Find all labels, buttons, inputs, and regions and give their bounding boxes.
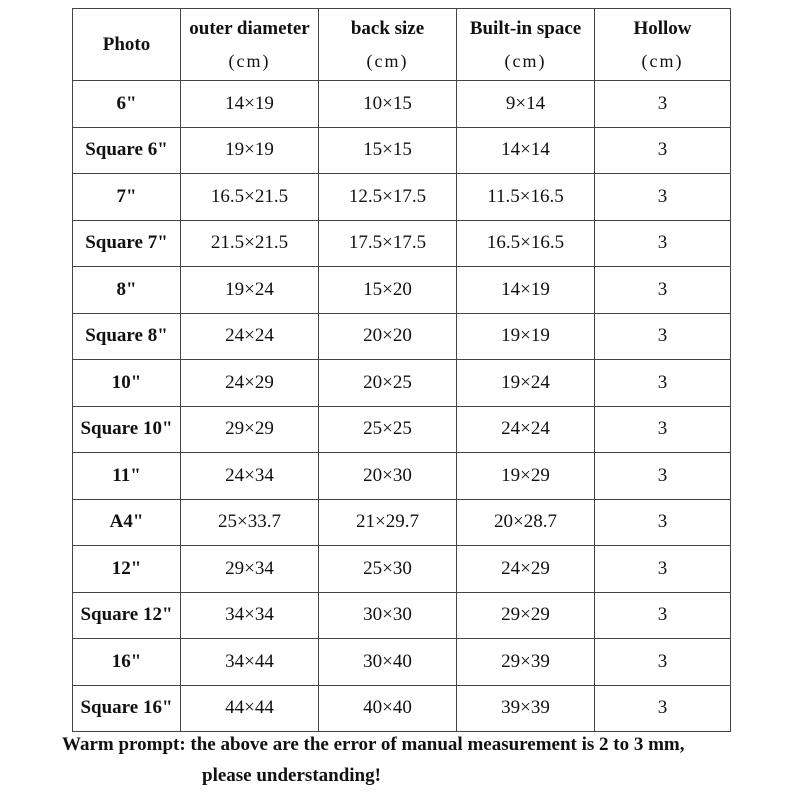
photo-size-cell: 11" (73, 453, 181, 500)
built-in-space-cell: 39×39 (457, 685, 595, 732)
photo-size-cell: Square 10" (73, 406, 181, 453)
table-row (73, 685, 731, 732)
built-in-space-cell: 24×29 (457, 546, 595, 593)
table-row (73, 592, 731, 639)
outer-diameter-cell: 29×29 (181, 406, 319, 453)
hollow-cell: 3 (595, 499, 731, 546)
back-size-cell: 17.5×17.5 (319, 220, 457, 267)
back-size-cell: 12.5×17.5 (319, 174, 457, 221)
back-size-cell: 15×15 (319, 127, 457, 174)
outer-diameter-cell: 34×34 (181, 592, 319, 639)
table-row (73, 313, 731, 360)
photo-size-cell: Square 12" (73, 592, 181, 639)
header-label: Built-in space (469, 17, 582, 39)
hollow-cell: 3 (595, 639, 731, 686)
back-size-cell: 10×15 (319, 81, 457, 128)
hollow-cell: 3 (595, 313, 731, 360)
table-row (73, 499, 731, 546)
measurement-note: Warm prompt: the above are the error of manual measurement is 2 to 3 mm, (62, 734, 685, 755)
header-unit: (cm) (641, 50, 684, 71)
built-in-space-cell: 29×29 (457, 592, 595, 639)
hollow-cell: 3 (595, 406, 731, 453)
hollow-cell: 3 (595, 360, 731, 407)
table-row (73, 360, 731, 407)
built-in-space-cell: 9×14 (457, 81, 595, 128)
outer-diameter-cell: 24×29 (181, 360, 319, 407)
outer-diameter-cell: 14×19 (181, 81, 319, 128)
built-in-space-cell: 20×28.7 (457, 499, 595, 546)
photo-size-cell: 16" (73, 639, 181, 686)
built-in-space-cell: 19×24 (457, 360, 595, 407)
table-row (73, 127, 731, 174)
outer-diameter-cell: 24×24 (181, 313, 319, 360)
built-in-space-cell: 11.5×16.5 (457, 174, 595, 221)
header-hollow (595, 9, 731, 81)
table-body (73, 81, 731, 732)
table-row (73, 639, 731, 686)
outer-diameter-cell: 19×19 (181, 127, 319, 174)
back-size-cell: 40×40 (319, 685, 457, 732)
header-label: Hollow (633, 17, 692, 39)
table-row (73, 174, 731, 221)
outer-diameter-cell: 19×24 (181, 267, 319, 314)
back-size-cell: 15×20 (319, 267, 457, 314)
table-row (73, 546, 731, 593)
header-label: back size (350, 17, 425, 39)
header-unit: (cm) (504, 50, 547, 71)
hollow-cell: 3 (595, 220, 731, 267)
header-unit: (cm) (366, 50, 409, 71)
built-in-space-cell: 14×14 (457, 127, 595, 174)
built-in-space-cell: 16.5×16.5 (457, 220, 595, 267)
hollow-cell: 3 (595, 592, 731, 639)
back-size-cell: 21×29.7 (319, 499, 457, 546)
built-in-space-cell: 19×29 (457, 453, 595, 500)
outer-diameter-cell: 16.5×21.5 (181, 174, 319, 221)
back-size-cell: 20×30 (319, 453, 457, 500)
photo-size-cell: 7" (73, 174, 181, 221)
hollow-cell: 3 (595, 81, 731, 128)
header-outer-diameter (181, 9, 319, 81)
header-back-size (319, 9, 457, 81)
table-row (73, 406, 731, 453)
table-row (73, 267, 731, 314)
photo-size-cell: Square 6" (73, 127, 181, 174)
hollow-cell: 3 (595, 267, 731, 314)
built-in-space-cell: 19×19 (457, 313, 595, 360)
built-in-space-cell: 24×24 (457, 406, 595, 453)
photo-size-cell: A4" (73, 499, 181, 546)
back-size-cell: 30×30 (319, 592, 457, 639)
photo-size-cell: Square 8" (73, 313, 181, 360)
hollow-cell: 3 (595, 127, 731, 174)
photo-size-cell: 10" (73, 360, 181, 407)
outer-diameter-cell: 29×34 (181, 546, 319, 593)
outer-diameter-cell: 21.5×21.5 (181, 220, 319, 267)
outer-diameter-cell: 25×33.7 (181, 499, 319, 546)
header-built-in-space (457, 9, 595, 81)
outer-diameter-cell: 34×44 (181, 639, 319, 686)
back-size-cell: 30×40 (319, 639, 457, 686)
back-size-cell: 20×20 (319, 313, 457, 360)
photo-size-cell: 6" (73, 81, 181, 128)
back-size-cell: 25×30 (319, 546, 457, 593)
frame-size-table (72, 8, 731, 732)
table-row (73, 81, 731, 128)
table-row (73, 220, 731, 267)
back-size-cell: 25×25 (319, 406, 457, 453)
photo-size-cell: 12" (73, 546, 181, 593)
header-label: Photo (102, 33, 151, 55)
outer-diameter-cell: 44×44 (181, 685, 319, 732)
hollow-cell: 3 (595, 685, 731, 732)
hollow-cell: 3 (595, 546, 731, 593)
photo-size-cell: 8" (73, 267, 181, 314)
back-size-cell: 20×25 (319, 360, 457, 407)
photo-size-cell: Square 16" (73, 685, 181, 732)
measurement-note-continued: please understanding! (202, 765, 381, 786)
header-label: outer diameter (189, 17, 310, 39)
header-unit: (cm) (228, 50, 271, 71)
outer-diameter-cell: 24×34 (181, 453, 319, 500)
built-in-space-cell: 29×39 (457, 639, 595, 686)
hollow-cell: 3 (595, 174, 731, 221)
built-in-space-cell: 14×19 (457, 267, 595, 314)
table-row (73, 453, 731, 500)
hollow-cell: 3 (595, 453, 731, 500)
header-photo (73, 9, 181, 81)
photo-size-cell: Square 7" (73, 220, 181, 267)
table-header-row (73, 9, 731, 81)
